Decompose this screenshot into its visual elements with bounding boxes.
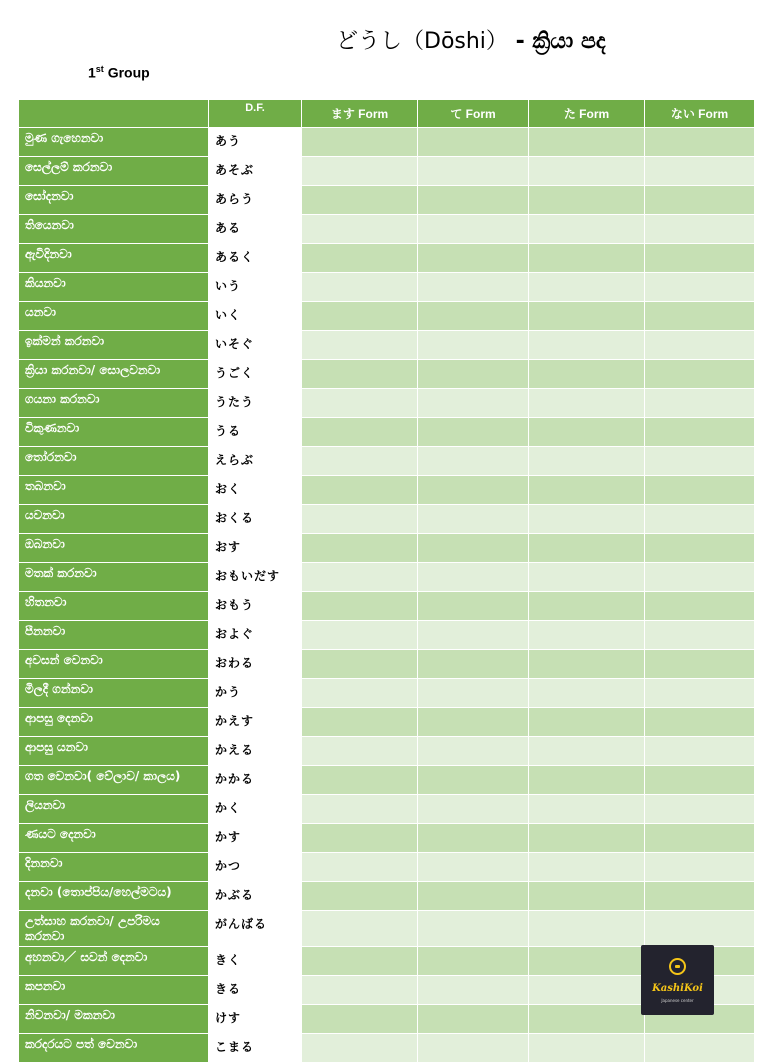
ta-form-cell (529, 505, 645, 534)
verb-meaning-cell: පීනනවා (19, 621, 209, 650)
nai-form-cell (645, 592, 755, 621)
table-row (19, 766, 755, 795)
te-form-cell (418, 563, 529, 592)
verb-meaning-cell: ණයට දෙනවා (19, 824, 209, 853)
ta-form-cell (529, 1005, 645, 1034)
verb-meaning-cell: තියෙනවා (19, 215, 209, 244)
nai-form-cell (645, 215, 755, 244)
dictionary-form-cell: いう (209, 273, 302, 302)
ta-form-cell (529, 273, 645, 302)
masu-form-cell (302, 389, 418, 418)
masu-form-cell (302, 418, 418, 447)
verb-meaning-cell: අවසන් වෙනවා (19, 650, 209, 679)
table-row (19, 215, 755, 244)
title-japanese: どうし（Dōshi） (336, 29, 508, 54)
te-form-cell (418, 708, 529, 737)
ta-form-cell (529, 447, 645, 476)
dictionary-form-cell: いく (209, 302, 302, 331)
nai-form-cell (645, 882, 755, 911)
te-form-cell (418, 505, 529, 534)
table-row (19, 882, 755, 911)
page-title (336, 24, 606, 55)
verb-meaning-cell: විකුණනවා (19, 418, 209, 447)
dictionary-form-cell: おく (209, 476, 302, 505)
te-form-cell (418, 534, 529, 563)
header-te-form: て Form (418, 100, 529, 128)
nai-form-cell (645, 737, 755, 766)
location-pin-icon (669, 958, 686, 975)
table-row (19, 447, 755, 476)
nai-form-cell (645, 1034, 755, 1063)
masu-form-cell (302, 186, 418, 215)
masu-form-cell (302, 947, 418, 976)
te-form-cell (418, 476, 529, 505)
table-header-row (19, 100, 755, 128)
nai-form-cell (645, 708, 755, 737)
dictionary-form-cell: きく (209, 947, 302, 976)
verb-meaning-cell: ඇවිදිනවා (19, 244, 209, 273)
dictionary-form-cell: ある (209, 215, 302, 244)
table-row (19, 853, 755, 882)
verb-meaning-cell: ගයනා කරනවා (19, 389, 209, 418)
te-form-cell (418, 128, 529, 157)
masu-form-cell (302, 737, 418, 766)
verb-meaning-cell: උත්සාහ කරනවා/ උපරිමය කරනවා (19, 911, 209, 947)
dictionary-form-cell: いそぐ (209, 331, 302, 360)
group-heading (88, 64, 150, 81)
ta-form-cell (529, 679, 645, 708)
group-suffix: st (95, 64, 104, 74)
ta-form-cell (529, 534, 645, 563)
te-form-cell (418, 853, 529, 882)
ta-form-cell (529, 360, 645, 389)
table-row (19, 911, 755, 947)
te-form-cell (418, 331, 529, 360)
masu-form-cell (302, 1005, 418, 1034)
table-row (19, 1034, 755, 1063)
verb-meaning-cell: හිතනවා (19, 592, 209, 621)
te-form-cell (418, 360, 529, 389)
title-separator: - (507, 29, 533, 54)
te-form-cell (418, 824, 529, 853)
masu-form-cell (302, 766, 418, 795)
masu-form-cell (302, 679, 418, 708)
nai-form-cell (645, 128, 755, 157)
dictionary-form-cell: けす (209, 1005, 302, 1034)
ta-form-cell (529, 824, 645, 853)
ta-form-cell (529, 128, 645, 157)
ta-form-cell (529, 331, 645, 360)
dictionary-form-cell: えらぶ (209, 447, 302, 476)
table-row (19, 302, 755, 331)
verb-meaning-cell: කරදරයට පත් වෙනවා (19, 1034, 209, 1063)
table-row (19, 273, 755, 302)
dictionary-form-cell: きる (209, 976, 302, 1005)
te-form-cell (418, 1034, 529, 1063)
dictionary-form-cell: かえる (209, 737, 302, 766)
masu-form-cell (302, 976, 418, 1005)
verb-meaning-cell: ගත වෙනවා( වේලාව/ කාලය) (19, 766, 209, 795)
table-row (19, 186, 755, 215)
table-row (19, 244, 755, 273)
dictionary-form-cell: かう (209, 679, 302, 708)
nai-form-cell (645, 650, 755, 679)
te-form-cell (418, 1005, 529, 1034)
dictionary-form-cell: かす (209, 824, 302, 853)
nai-form-cell (645, 679, 755, 708)
nai-form-cell (645, 824, 755, 853)
dictionary-form-cell: あう (209, 128, 302, 157)
verb-meaning-cell: ඔබනවා (19, 534, 209, 563)
te-form-cell (418, 302, 529, 331)
verb-meaning-cell: සෙල්ලම් කරනවා (19, 157, 209, 186)
nai-form-cell (645, 853, 755, 882)
table-row (19, 476, 755, 505)
verb-meaning-cell: නිවනවා/ මකනවා (19, 1005, 209, 1034)
ta-form-cell (529, 563, 645, 592)
te-form-cell (418, 389, 529, 418)
nai-form-cell (645, 911, 755, 947)
ta-form-cell (529, 592, 645, 621)
verb-meaning-cell: මුණ ගැහෙනවා (19, 128, 209, 157)
dictionary-form-cell: あらう (209, 186, 302, 215)
dictionary-form-cell: がんばる (209, 911, 302, 947)
dictionary-form-cell: こまる (209, 1034, 302, 1063)
dictionary-form-cell: おもう (209, 592, 302, 621)
masu-form-cell (302, 273, 418, 302)
header-nai-form: ない Form (645, 100, 755, 128)
nai-form-cell (645, 621, 755, 650)
masu-form-cell (302, 215, 418, 244)
masu-form-cell (302, 563, 418, 592)
nai-form-cell (645, 302, 755, 331)
masu-form-cell (302, 534, 418, 563)
te-form-cell (418, 244, 529, 273)
ta-form-cell (529, 737, 645, 766)
masu-form-cell (302, 882, 418, 911)
ta-form-cell (529, 1034, 645, 1063)
dictionary-form-cell: かぶる (209, 882, 302, 911)
table-row (19, 737, 755, 766)
dictionary-form-cell: あそぶ (209, 157, 302, 186)
te-form-cell (418, 947, 529, 976)
table-row (19, 389, 755, 418)
ta-form-cell (529, 157, 645, 186)
te-form-cell (418, 766, 529, 795)
table-row (19, 679, 755, 708)
ta-form-cell (529, 302, 645, 331)
masu-form-cell (302, 1034, 418, 1063)
verb-meaning-cell: මතක් කරනවා (19, 563, 209, 592)
nai-form-cell (645, 534, 755, 563)
te-form-cell (418, 737, 529, 766)
nai-form-cell (645, 795, 755, 824)
masu-form-cell (302, 447, 418, 476)
dictionary-form-cell: うる (209, 418, 302, 447)
table-row (19, 128, 755, 157)
nai-form-cell (645, 360, 755, 389)
dictionary-form-cell: およぐ (209, 621, 302, 650)
dictionary-form-cell: かかる (209, 766, 302, 795)
te-form-cell (418, 795, 529, 824)
header-meaning (19, 100, 209, 128)
ta-form-cell (529, 389, 645, 418)
nai-form-cell (645, 476, 755, 505)
ta-form-cell (529, 621, 645, 650)
verb-meaning-cell: තබනවා (19, 476, 209, 505)
group-label: Group (103, 64, 150, 81)
te-form-cell (418, 679, 529, 708)
te-form-cell (418, 976, 529, 1005)
masu-form-cell (302, 157, 418, 186)
masu-form-cell (302, 302, 418, 331)
verb-meaning-cell: තෝරනවා (19, 447, 209, 476)
nai-form-cell (645, 389, 755, 418)
te-form-cell (418, 911, 529, 947)
header-dictionary-form: D.F. (209, 100, 302, 128)
dictionary-form-cell: おくる (209, 505, 302, 534)
verb-table-body (19, 128, 755, 1063)
ta-form-cell (529, 650, 645, 679)
te-form-cell (418, 621, 529, 650)
nai-form-cell (645, 331, 755, 360)
ta-form-cell (529, 766, 645, 795)
ta-form-cell (529, 795, 645, 824)
verb-meaning-cell: මිලදී ගන්නවා (19, 679, 209, 708)
te-form-cell (418, 186, 529, 215)
te-form-cell (418, 650, 529, 679)
table-row (19, 157, 755, 186)
table-row (19, 592, 755, 621)
masu-form-cell (302, 650, 418, 679)
nai-form-cell (645, 244, 755, 273)
ta-form-cell (529, 708, 645, 737)
verb-meaning-cell: යවනවා (19, 505, 209, 534)
verb-meaning-cell: ආපසු යනවා (19, 737, 209, 766)
table-row (19, 331, 755, 360)
table-row (19, 824, 755, 853)
dictionary-form-cell: かえす (209, 708, 302, 737)
nai-form-cell (645, 273, 755, 302)
nai-form-cell (645, 505, 755, 534)
ta-form-cell (529, 853, 645, 882)
te-form-cell (418, 215, 529, 244)
table-row (19, 621, 755, 650)
te-form-cell (418, 882, 529, 911)
nai-form-cell (645, 447, 755, 476)
masu-form-cell (302, 592, 418, 621)
table-row (19, 360, 755, 389)
dictionary-form-cell: かく (209, 795, 302, 824)
ta-form-cell (529, 244, 645, 273)
masu-form-cell (302, 505, 418, 534)
verb-meaning-cell: කියනවා (19, 273, 209, 302)
ta-form-cell (529, 882, 645, 911)
ta-form-cell (529, 947, 645, 976)
dictionary-form-cell: おもいだす (209, 563, 302, 592)
dictionary-form-cell: おわる (209, 650, 302, 679)
ta-form-cell (529, 976, 645, 1005)
nai-form-cell (645, 186, 755, 215)
verb-table (18, 100, 755, 1063)
te-form-cell (418, 157, 529, 186)
logo-tagline: Japanese center (661, 998, 694, 1003)
te-form-cell (418, 418, 529, 447)
nai-form-cell (645, 563, 755, 592)
dictionary-form-cell: かつ (209, 853, 302, 882)
kashikoi-logo (641, 945, 714, 1015)
dictionary-form-cell: うごく (209, 360, 302, 389)
nai-form-cell (645, 418, 755, 447)
ta-form-cell (529, 186, 645, 215)
nai-form-cell (645, 766, 755, 795)
verb-meaning-cell: කපනවා (19, 976, 209, 1005)
masu-form-cell (302, 911, 418, 947)
group-number: 1 (88, 64, 96, 81)
dictionary-form-cell: あるく (209, 244, 302, 273)
masu-form-cell (302, 708, 418, 737)
table-row (19, 418, 755, 447)
table-row (19, 708, 755, 737)
header-masu-form: ます Form (302, 100, 418, 128)
masu-form-cell (302, 360, 418, 389)
table-row (19, 534, 755, 563)
masu-form-cell (302, 128, 418, 157)
verb-meaning-cell: ක්‍රියා කරනවා/ සොලවනවා (19, 360, 209, 389)
masu-form-cell (302, 853, 418, 882)
ta-form-cell (529, 476, 645, 505)
te-form-cell (418, 447, 529, 476)
masu-form-cell (302, 476, 418, 505)
verb-meaning-cell: දනවා (තොප්පිය/හෙල්මටය) (19, 882, 209, 911)
dictionary-form-cell: うたう (209, 389, 302, 418)
verb-meaning-cell: ඉක්මන් කරනවා (19, 331, 209, 360)
verb-meaning-cell: සෝදනවා (19, 186, 209, 215)
ta-form-cell (529, 215, 645, 244)
verb-meaning-cell: අහනවා／ සවන් දෙනවා (19, 947, 209, 976)
ta-form-cell (529, 418, 645, 447)
verb-meaning-cell: ආපසු දෙනවා (19, 708, 209, 737)
masu-form-cell (302, 824, 418, 853)
masu-form-cell (302, 331, 418, 360)
table-row (19, 563, 755, 592)
verb-meaning-cell: දිනනවා (19, 853, 209, 882)
masu-form-cell (302, 795, 418, 824)
verb-meaning-cell: යනවා (19, 302, 209, 331)
logo-brand: KashiKoi (652, 983, 703, 994)
te-form-cell (418, 592, 529, 621)
ta-form-cell (529, 911, 645, 947)
verb-meaning-cell: ලියනවා (19, 795, 209, 824)
table-row (19, 505, 755, 534)
table-row (19, 650, 755, 679)
masu-form-cell (302, 244, 418, 273)
te-form-cell (418, 273, 529, 302)
table-row (19, 795, 755, 824)
header-ta-form: た Form (529, 100, 645, 128)
nai-form-cell (645, 157, 755, 186)
title-sinhala: ක්‍රියා පද (532, 29, 606, 54)
dictionary-form-cell: おす (209, 534, 302, 563)
masu-form-cell (302, 621, 418, 650)
